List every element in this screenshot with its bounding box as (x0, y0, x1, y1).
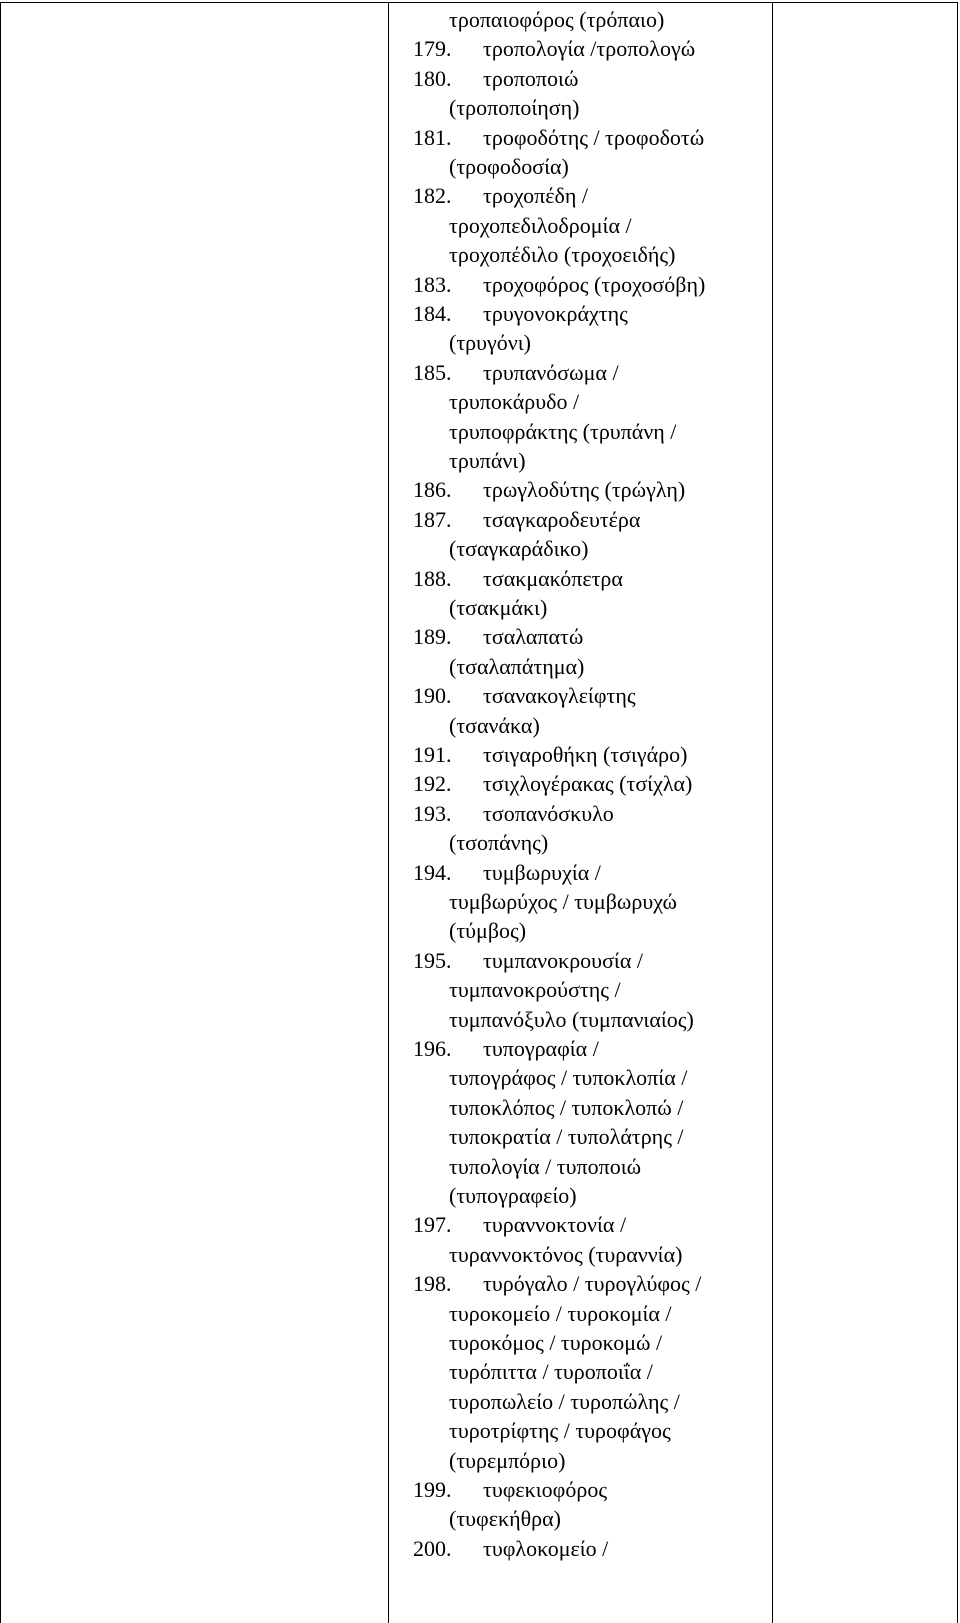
entry-text: τροχοπέδιλο (τροχοειδής) (449, 242, 676, 268)
entry-number: 194. (413, 859, 452, 885)
entry-text: (τυπογραφείο) (449, 1183, 577, 1208)
entry-number: 196. (413, 1036, 452, 1061)
list-item (403, 1387, 772, 1417)
entry-text: τυμβωρύχος / τυμβωρυχώ (449, 889, 678, 914)
list-item (403, 5, 772, 35)
list-item (403, 387, 772, 417)
entry-text: τρυποφράκτης (τρυπάνη / (449, 418, 677, 444)
list-item (403, 1240, 772, 1270)
entry-text: τρωγλοδύτης (τρώγλη) (483, 477, 686, 503)
entry-text: τσανακογλείφτης (483, 683, 636, 709)
entry-text: τροπολογία /τροπολογώ (483, 36, 696, 62)
entry-number: 186. (413, 477, 452, 503)
list-item (403, 622, 772, 652)
entry-text: τροποποιώ (483, 65, 579, 91)
list-item (403, 475, 772, 505)
entry-text: τσαλαπατώ (483, 624, 584, 650)
list-item (403, 152, 772, 182)
list-item (403, 858, 772, 888)
entry-text: (τυφεκήθρα) (449, 1506, 561, 1532)
entry-text: τυρόγαλο / τυρογλύφος / (483, 1271, 702, 1297)
list-item (403, 1269, 772, 1299)
entry-text: τρυπάνι) (449, 448, 526, 473)
list-item (403, 1034, 772, 1064)
list-item (403, 1357, 772, 1387)
list-item (403, 328, 772, 358)
entry-text: τυπογραφία / (483, 1036, 599, 1061)
list-item (403, 740, 772, 770)
list-item (403, 181, 772, 211)
list-item (403, 505, 772, 535)
entry-number: 179. (413, 36, 452, 62)
entry-number: 192. (413, 771, 452, 797)
entry-number: 189. (413, 624, 452, 650)
entry-number: 195. (413, 947, 452, 973)
list-item (403, 1416, 772, 1446)
entry-text: τσοπανόσκυλο (483, 800, 614, 826)
list-item (403, 417, 772, 447)
list-item (403, 34, 772, 64)
list-item (403, 1475, 772, 1505)
entry-number: 190. (413, 683, 452, 709)
list-item (403, 564, 772, 594)
list-item (403, 1063, 772, 1093)
entry-text: τυμπανόξυλο (τυμπανιαίος) (449, 1006, 694, 1032)
entry-text: τρυγονοκράχτης (483, 301, 628, 326)
list-item (403, 1299, 772, 1329)
entry-text: τροχοφόρος (τροχοσόβη) (483, 271, 706, 297)
entry-text: τυμπανοκρουσία / (483, 947, 643, 973)
entry-text: τροχοπεδιλοδρομία / (449, 212, 632, 238)
list-item (403, 1152, 772, 1182)
list-item (403, 358, 772, 388)
list-item (403, 1328, 772, 1358)
list-item (403, 240, 772, 270)
entry-text: τσιγαροθήκη (τσιγάρο) (483, 742, 688, 767)
entry-number: 188. (413, 565, 452, 591)
list-item (403, 446, 772, 476)
entry-text: τρυπανόσωμα / (483, 359, 619, 385)
list-item (403, 1504, 772, 1534)
list-item (403, 93, 772, 123)
entry-number: 184. (413, 301, 452, 326)
entry-text: τυροκόμος / τυροκομώ / (449, 1330, 663, 1355)
entry-text: τυρόπιττα / τυροποιΐα / (449, 1359, 653, 1385)
entry-text: τυποκλόπος / τυποκλοπώ / (449, 1094, 684, 1120)
list-item (403, 916, 772, 946)
entry-text: τυραννοκτόνος (τυραννία) (449, 1241, 683, 1267)
list-item (403, 64, 772, 94)
entry-text: τυπογράφος / τυποκλοπία / (449, 1065, 688, 1091)
column-divider-1 (388, 3, 389, 1623)
list-item (403, 1005, 772, 1035)
entry-text: (τσαλαπάτημα) (449, 653, 585, 679)
entry-text: (τύμβος) (449, 918, 527, 944)
entry-text: (τσανάκα) (449, 712, 540, 738)
list-item (403, 975, 772, 1005)
entry-number: 183. (413, 271, 452, 297)
list-item (403, 711, 772, 741)
entry-text: τροχοπέδη / (483, 183, 588, 209)
word-list-column (403, 3, 772, 1623)
entry-text: τυροτρίφτης / τυροφάγος (449, 1418, 671, 1444)
entry-number: 180. (413, 65, 452, 91)
list-item (403, 887, 772, 917)
entry-number: 193. (413, 800, 452, 826)
list-item (403, 534, 772, 564)
entry-text: τυμβωρυχία / (483, 859, 601, 885)
list-item (403, 1181, 772, 1211)
list-item (403, 946, 772, 976)
entry-text: (τσαγκαράδικο) (449, 536, 589, 562)
entry-text: (τροποποίηση) (449, 95, 580, 121)
list-item (403, 1446, 772, 1476)
entry-number: 198. (413, 1271, 452, 1297)
list-item (403, 1210, 772, 1240)
entry-text: (τυρεμπόριο) (449, 1447, 566, 1473)
entry-text: (τρυγόνι) (449, 330, 531, 356)
list-item (403, 299, 772, 329)
entry-number: 185. (413, 359, 452, 385)
entry-text: (τσακμάκι) (449, 595, 548, 620)
entry-number: 182. (413, 183, 452, 209)
entry-number: 199. (413, 1477, 452, 1502)
list-item (403, 1122, 772, 1152)
entry-number: 187. (413, 506, 452, 532)
list-item (403, 1093, 772, 1123)
list-item (403, 123, 772, 153)
entry-number: 191. (413, 742, 452, 767)
entry-text: τροφοδότης / τροφοδοτώ (483, 124, 705, 150)
entry-text: τροπαιοφόρος (τρόπαιο) (449, 7, 665, 32)
entry-text: τυμπανοκρούστης / (449, 977, 621, 1003)
entry-text: τυροπωλείο / τυροπώλης / (449, 1388, 680, 1414)
entry-text: τυπολογία / τυποποιώ (449, 1153, 642, 1179)
entry-text: τσαγκαροδευτέρα (483, 506, 641, 532)
list-item (403, 1534, 772, 1564)
entry-text: τσιχλογέρακας (τσίχλα) (483, 771, 693, 797)
list-item (403, 652, 772, 682)
entry-text: τσακμακόπετρα (483, 565, 623, 591)
list-item (403, 799, 772, 829)
entry-number: 197. (413, 1212, 452, 1238)
column-divider-2 (772, 3, 773, 1623)
entry-text: τυφεκιοφόρος (483, 1477, 608, 1502)
entry-text: (τσοπάνης) (449, 830, 549, 856)
column-divider-left-edge (0, 3, 1, 1623)
list-item (403, 828, 772, 858)
entry-text: (τροφοδοσία) (449, 154, 569, 179)
entry-text: τρυποκάρυδο / (449, 389, 580, 415)
list-item (403, 270, 772, 300)
list-item (403, 593, 772, 623)
column-divider-right-edge (957, 3, 958, 1623)
list-item (403, 769, 772, 799)
list-item (403, 681, 772, 711)
entry-text: τυροκομείο / τυροκομία / (449, 1300, 672, 1326)
document-table (0, 2, 958, 1623)
entry-text: τυραννοκτονία / (483, 1212, 627, 1238)
list-item (403, 211, 772, 241)
entry-text: τυποκρατία / τυπολάτρης / (449, 1124, 684, 1150)
entry-number: 181. (413, 124, 452, 150)
entry-number: 200. (413, 1535, 452, 1561)
entry-text: τυφλοκομείο / (483, 1535, 609, 1561)
